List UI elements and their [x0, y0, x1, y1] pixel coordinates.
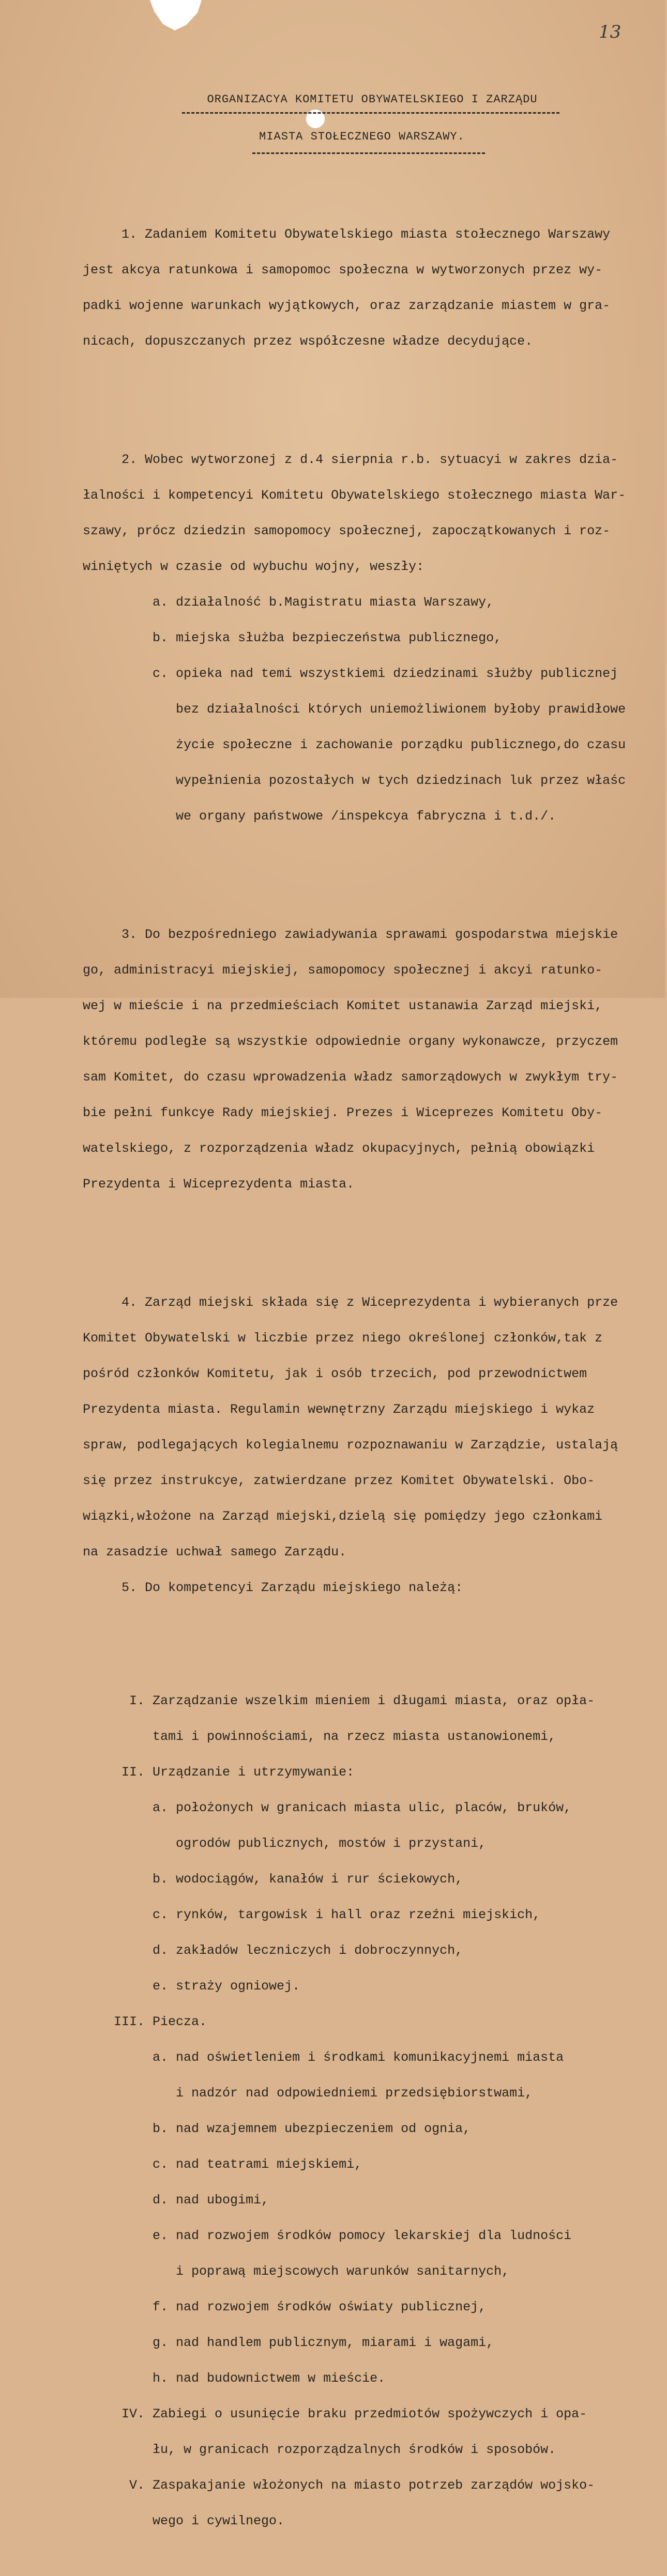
- title-line-2: MIASTA STOŁECZNEGO WARSZAWY.: [259, 130, 465, 143]
- text-line: 5. Do kompetencyi Zarządu miejskiego należą:: [83, 1580, 463, 1595]
- text-line: we organy państwowe /inspekcya fabryczna i t.d./.: [83, 809, 556, 824]
- paragraph-3: [83, 905, 667, 1214]
- text-line: 2. Wobec wytworzonej z d.4 sierpnia r.b. sytuacyi w zakres dzia-: [83, 452, 618, 467]
- page-number: 13: [599, 22, 621, 42]
- paragraph-5-list: [83, 1671, 667, 2551]
- text-line: e. straży ogniowej.: [83, 1979, 300, 1994]
- text-line: b. miejska służba bezpieczeństwa publicznego,: [83, 630, 502, 645]
- text-line: c. nad teatrami miejskiemi,: [83, 2157, 362, 2172]
- text-line: d. nad ubogimi,: [83, 2193, 269, 2208]
- text-line: d. zakładów leczniczych i dobroczynnych,: [83, 1943, 463, 1958]
- title-line-1: ORGANIZACYA KOMITETU OBYWATELSKIEGO I ZARZĄDU: [207, 93, 538, 106]
- text-line: i poprawą miejscowych warunków sanitarnych,: [83, 2264, 510, 2279]
- text-line: bez działalności których uniemożliwionem byłoby prawidłowe: [83, 702, 626, 717]
- text-line: jest akcya ratunkowa i samopomoc społeczna w wytworzonych przez wy-: [83, 263, 603, 277]
- text-line: pośród członków Komitetu, jak i osób trzecich, pod przewodnictwem: [83, 1366, 587, 1381]
- text-line: sam Komitet, do czasu wprowadzenia władz samorządowych w zwykłym try-: [83, 1070, 618, 1085]
- text-line: Prezydenta i Wiceprezydenta miasta.: [83, 1177, 355, 1192]
- text-line: się przez instrukcye, zatwierdzane przez Komitet Obywatelski. Obo-: [83, 1473, 595, 1488]
- paragraph-1: [83, 205, 667, 371]
- torn-corner: [150, 0, 202, 32]
- text-line: c. rynków, targowisk i hall oraz rzeźni miejskich,: [83, 1907, 541, 1922]
- text-line: tami i powinnościami, na rzecz miasta ustanowionemi,: [83, 1729, 556, 1744]
- text-line: c. opieka nad temi wszystkiemi dziedzinami służby publicznej: [83, 666, 618, 681]
- text-line: 3. Do bezpośredniego zawiadywania sprawami gospodarstwa miejskie: [83, 927, 618, 942]
- text-line: III. Piecza.: [83, 2014, 207, 2029]
- text-line: na zasadzie uchwał samego Zarządu.: [83, 1545, 347, 1560]
- text-line: e. nad rozwojem środków pomocy lekarskiej dla ludności: [83, 2228, 572, 2243]
- text-line: łalności i kompetencyi Komitetu Obywatelskiego stołecznego miasta War-: [83, 488, 626, 503]
- text-line: bie pełni funkcye Rady miejskiej. Prezes i Wiceprezes Komitetu Oby-: [83, 1105, 603, 1120]
- text-line: spraw, podlegających kolegialnemu rozpoznawaniu w Zarządzie, ustalają: [83, 1438, 618, 1453]
- text-line: a. położonych w granicach miasta ulic, placów, bruków,: [83, 1800, 572, 1815]
- document-body: [83, 181, 667, 2574]
- text-line: II. Urządzanie i utrzymywanie:: [83, 1765, 355, 1780]
- text-line: ogrodów publicznych, mostów i przystani,: [83, 1836, 487, 1851]
- text-line: 4. Zarząd miejski składa się z Wiceprezydenta i wybieranych prze: [83, 1295, 618, 1310]
- text-line: wypełnienia pozostałych w tych dziedzinach luk przez właśc: [83, 773, 626, 788]
- text-line: b. wodociągów, kanałów i rur ściekowych,: [83, 1872, 463, 1887]
- paragraph-4: [83, 1273, 667, 1617]
- text-line: łu, w granicach rozporządzalnych środków i sposobów.: [83, 2442, 556, 2457]
- text-line: Prezydenta miasta. Regulamin wewnętrzny Zarządu miejskiego i wykaz: [83, 1402, 595, 1417]
- text-line: a. nad oświetleniem i środkami komunikacyjnemi miasta: [83, 2050, 564, 2065]
- text-line: i nadzór nad odpowiedniemi przedsiębiorstwami,: [83, 2086, 533, 2101]
- text-line: go, administracyi miejskiej, samopomocy społecznej i akcyi ratunko-: [83, 963, 603, 978]
- paragraph-2: [83, 430, 667, 846]
- text-line: h. nad budownictwem w mieście.: [83, 2371, 386, 2386]
- text-line: nicach, dopuszczanych przez współczesne władze decydujące.: [83, 334, 533, 349]
- title-underline-2: [252, 152, 485, 154]
- text-line: szawy, prócz dziedzin samopomocy społecznej, zapoczątkowanych i roz-: [83, 523, 611, 538]
- text-line: winiętych w czasie od wybuchu wojny, weszły:: [83, 559, 425, 574]
- text-line: a. działalność b.Magistratu miasta Warszawy,: [83, 595, 494, 610]
- text-line: b. nad wzajemnem ubezpieczeniem od ognia,: [83, 2121, 471, 2136]
- text-line: padki wojenne warunkach wyjątkowych, oraz zarządzanie miastem w gra-: [83, 298, 611, 313]
- text-line: któremu podległe są wszystkie odpowiednie organy wykonawcze, przyczem: [83, 1034, 618, 1049]
- text-line: życie społeczne i zachowanie porządku publicznego,do czasu: [83, 737, 626, 752]
- title-underline-1: [182, 112, 559, 114]
- text-line: Komitet Obywatelski w liczbie przez niego określonej członków,tak z: [83, 1331, 603, 1346]
- text-line: I. Zarządzanie wszelkim mieniem i długami miasta, oraz opła-: [83, 1693, 595, 1708]
- text-line: wiązki,włożone na Zarząd miejski,dzielą się pomiędzy jego członkami: [83, 1509, 603, 1524]
- text-line: V. Zaspakajanie włożonych na miasto potrzeb zarządów wojsko-: [83, 2478, 595, 2493]
- text-line: IV. Zabiegi o usunięcie braku przedmiotów spożywczych i opa-: [83, 2407, 587, 2421]
- text-line: wego i cywilnego.: [83, 2513, 285, 2528]
- text-line: wej w mieście i na przedmieściach Komitet ustanawia Zarząd miejski,: [83, 998, 603, 1013]
- text-line: g. nad handlem publicznym, miarami i wagami,: [83, 2335, 494, 2350]
- text-line: f. nad rozwojem środków oświaty publicznej,: [83, 2300, 487, 2315]
- text-line: watelskiego, z rozporządzenia władz okupacyjnych, pełnią obowiązki: [83, 1141, 595, 1156]
- text-line: 1. Zadaniem Komitetu Obywatelskiego miasta stołecznego Warszawy: [83, 227, 611, 242]
